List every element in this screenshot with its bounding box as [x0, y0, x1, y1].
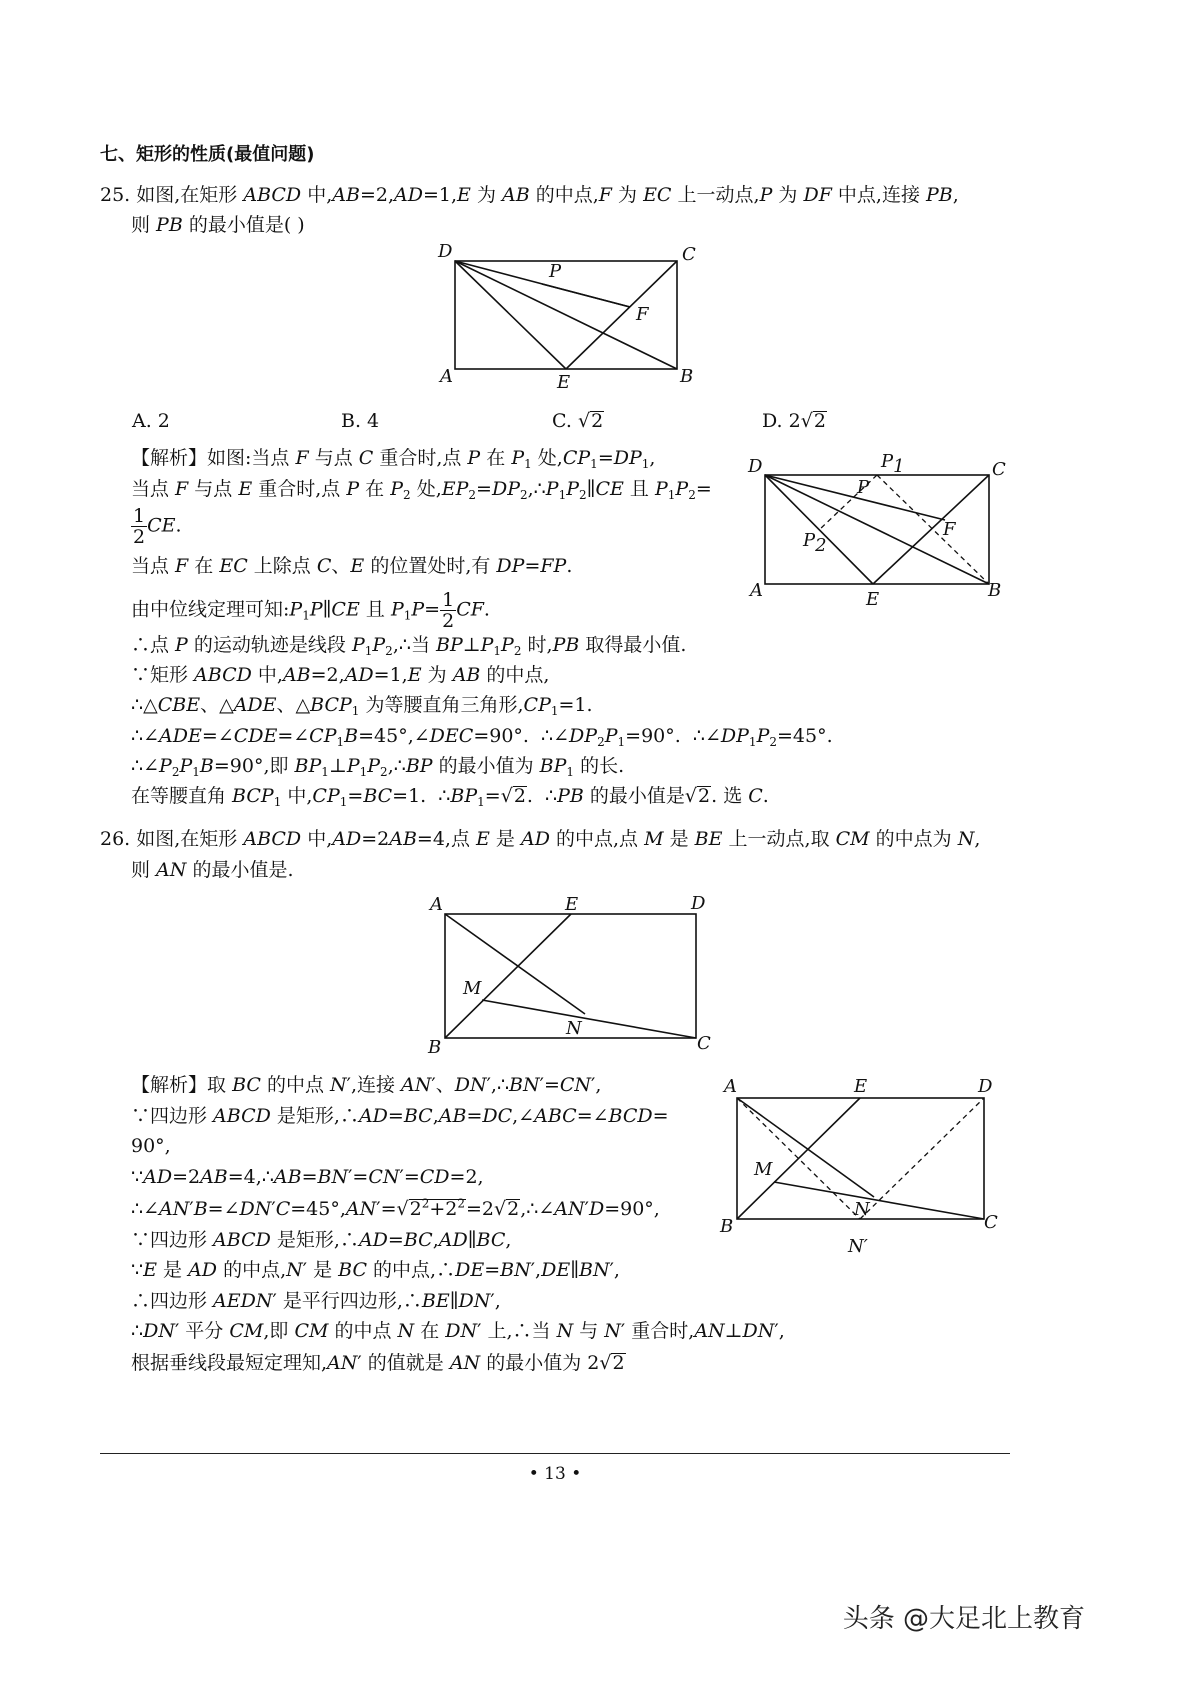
q25-solution-line5: 由中位线定理可知$:P_1P\parallel CE$ 且 $P_1P=$ $\frac{1}{2}$ CF.	[131, 589, 490, 632]
fig25-label-P: P	[549, 261, 562, 282]
fig25b-label-B: B	[988, 580, 1002, 601]
watermark: 头条 @大足北上教育	[842, 1604, 1085, 1634]
fig26-label-D: D	[691, 893, 706, 914]
fig25b-label-E: E	[866, 589, 880, 610]
page-number: • 13 •	[528, 1464, 582, 1484]
fig25-label-F: F	[636, 304, 649, 325]
fig25b-label-F: F	[943, 519, 956, 540]
fig26b-label-A: A	[724, 1076, 737, 1097]
q26-solution-line10: 根据垂线段最短定理知,AN′ 的值就是 AN 的最小值为 2√2	[131, 1352, 625, 1374]
q26-stem-line2: 则 AN 的最小值是.	[131, 859, 294, 881]
q26-figure	[425, 888, 725, 1058]
q26-stem-line1: 26. 如图,在矩形 ABCD 中,AD=2AB=4,点 E 是 AD 的中点,点 M 是 BE 上一动点,取 CM 的中点为 N,	[100, 828, 981, 850]
fig25b-label-P: P	[857, 477, 870, 498]
q25-number: 25.	[100, 184, 131, 206]
q25-option-a: A. 2	[132, 410, 170, 432]
q26-solution-line8: ∴四边形 AEDN′ 是平行四边形,∴BE∥DN′,	[131, 1290, 501, 1312]
q25-solution-line8: ∴△CBE、△ADE、$\triangle BCP_1$ 为等腰直角三角形$,CP_1=1$.	[131, 694, 593, 718]
fig26-label-M: M	[463, 978, 482, 999]
fig26b-label-B: B	[720, 1216, 734, 1237]
fig26-label-N: N	[566, 1018, 582, 1039]
fig25b-label-C: C	[992, 459, 1006, 480]
fig26b-label-N: N	[854, 1199, 870, 1220]
footer-rule	[100, 1453, 1010, 1454]
fig26b-label-C: C	[984, 1212, 998, 1233]
q26-solution-line6: ∵四边形 ABCD 是矩形,∴AD=BC,AD∥BC,	[131, 1229, 512, 1251]
fig26b-label-E: E	[854, 1076, 868, 1097]
fig25-label-E: E	[557, 372, 571, 393]
q26-solution-line2: ∵四边形 ABCD 是矩形,∴AD=BC,AB=DC,∠ABC=∠BCD=	[131, 1105, 669, 1127]
q25-solution-line3: $\frac{1}{2}$ CE.	[133, 505, 182, 548]
q26-solution-line7: ∵E 是 AD 的中点,N′ 是 BC 的中点,∴DE=BN′,DE∥BN′,	[131, 1259, 620, 1281]
fig26-label-B: B	[428, 1037, 442, 1058]
fig25-label-B: B	[680, 366, 694, 387]
fig25-label-C: C	[682, 244, 696, 265]
q25-stem-line2: 则 PB 的最小值是( )	[131, 214, 305, 236]
fig25-label-D: D	[438, 241, 453, 262]
q25-solution-line1: 【解析】如图:当点 F 与点 C 重合时,点 P 在 $P_1$ 处$,CP_1=DP_1$,	[131, 447, 656, 471]
q25-option-d: D. 2√2	[762, 410, 826, 432]
q26-solution-line3: 90°,	[131, 1135, 171, 1157]
q26-solution-line4: ∵AD=2AB=4,∴AB=BN′=CN′=CD=2,	[131, 1166, 484, 1188]
fig26-label-E: E	[565, 894, 579, 915]
fig26b-label-D: D	[978, 1076, 993, 1097]
q25-solution-figure	[745, 448, 1015, 608]
fig26b-label-M: M	[754, 1159, 773, 1180]
q25-figure	[430, 238, 710, 398]
q26-solution-line5: $\therefore\angle AN'B=\angle DN'C=45^\circ,AN'=√2^2+2^2=2√2,\therefore\angle AN'D=90^\circ$,	[131, 1196, 660, 1220]
fig25b-label-P2: P2	[803, 530, 827, 556]
fig25b-label-A: A	[750, 580, 763, 601]
q25-option-c: C. √2	[552, 410, 604, 432]
fig26-label-C: C	[697, 1033, 711, 1054]
q25-stem-line1: 25. 如图,在矩形 ABCD 中,AB=2,AD=1,E 为 AB 的中点,F 为 EC 上一动点,P 为 DF 中点,连接 PB,	[100, 184, 959, 206]
q26-solution-line1: 【解析】取 BC 的中点 N′,连接 AN′、DN′,∴BN′=CN′,	[131, 1074, 602, 1096]
q25-solution-line11: 在等腰直角 $BCP_1$ 中$,CP_1=BC=1$. $\therefore BP_1=√2$. ∴PB 的最小值是√2. 选 C.	[131, 785, 769, 809]
fig25-label-A: A	[440, 366, 453, 387]
q26-solution-figure	[718, 1074, 1008, 1264]
q25-option-b: B. 4	[341, 410, 380, 432]
q25-solution-line7: ∵矩形 ABCD 中,AB=2,AD=1,E 为 AB 的中点,	[131, 664, 550, 686]
fig26-label-A: A	[430, 894, 443, 915]
q25-solution-line6: ∴点 P 的运动轨迹是线段 $P_1P_2,\therefore$当 $BP\perp P_1P_2$ 时,PB 取得最小值.	[131, 634, 687, 658]
fig25b-label-D: D	[748, 456, 763, 477]
fig25b-label-P1: P1	[881, 451, 905, 477]
q25-solution-line10: $\therefore\angle P_2P_1B=90^\circ$,即 $BP_1\perp P_1P_2,\therefore BP$ 的最小值为 $BP_1$ 的长.	[131, 755, 625, 779]
q26-number: 26.	[100, 828, 131, 850]
q26-solution-line9: ∴DN′ 平分 CM,即 CM 的中点 N 在 DN′ 上,∴当 N 与 N′ 重合时,AN⊥DN′,	[131, 1320, 785, 1342]
q25-solution-line9: $\therefore\angle ADE=\angle CDE=\angle CP_1B=45^\circ,\angle DEC=90^\circ$. $\therefore\angle DP_2P_1=90^\circ$. $\therefore\angle DP_1P_2=45^\circ$.	[131, 725, 833, 749]
q25-solution-line2: 当点 F 与点 E 重合时,点 P 在 $P_2$ 处$,EP_2=DP_2,\therefore P_1P_2\parallel CE$ 且 $P_1P_2=$	[131, 478, 712, 502]
q25-solution-line4: 当点 F 在 EC 上除点 C、E 的位置处时,有 DP=FP.	[131, 555, 573, 577]
section-title: 七、矩形的性质(最值问题)	[100, 144, 315, 165]
fig26b-label-N-prime: N′	[848, 1236, 868, 1257]
